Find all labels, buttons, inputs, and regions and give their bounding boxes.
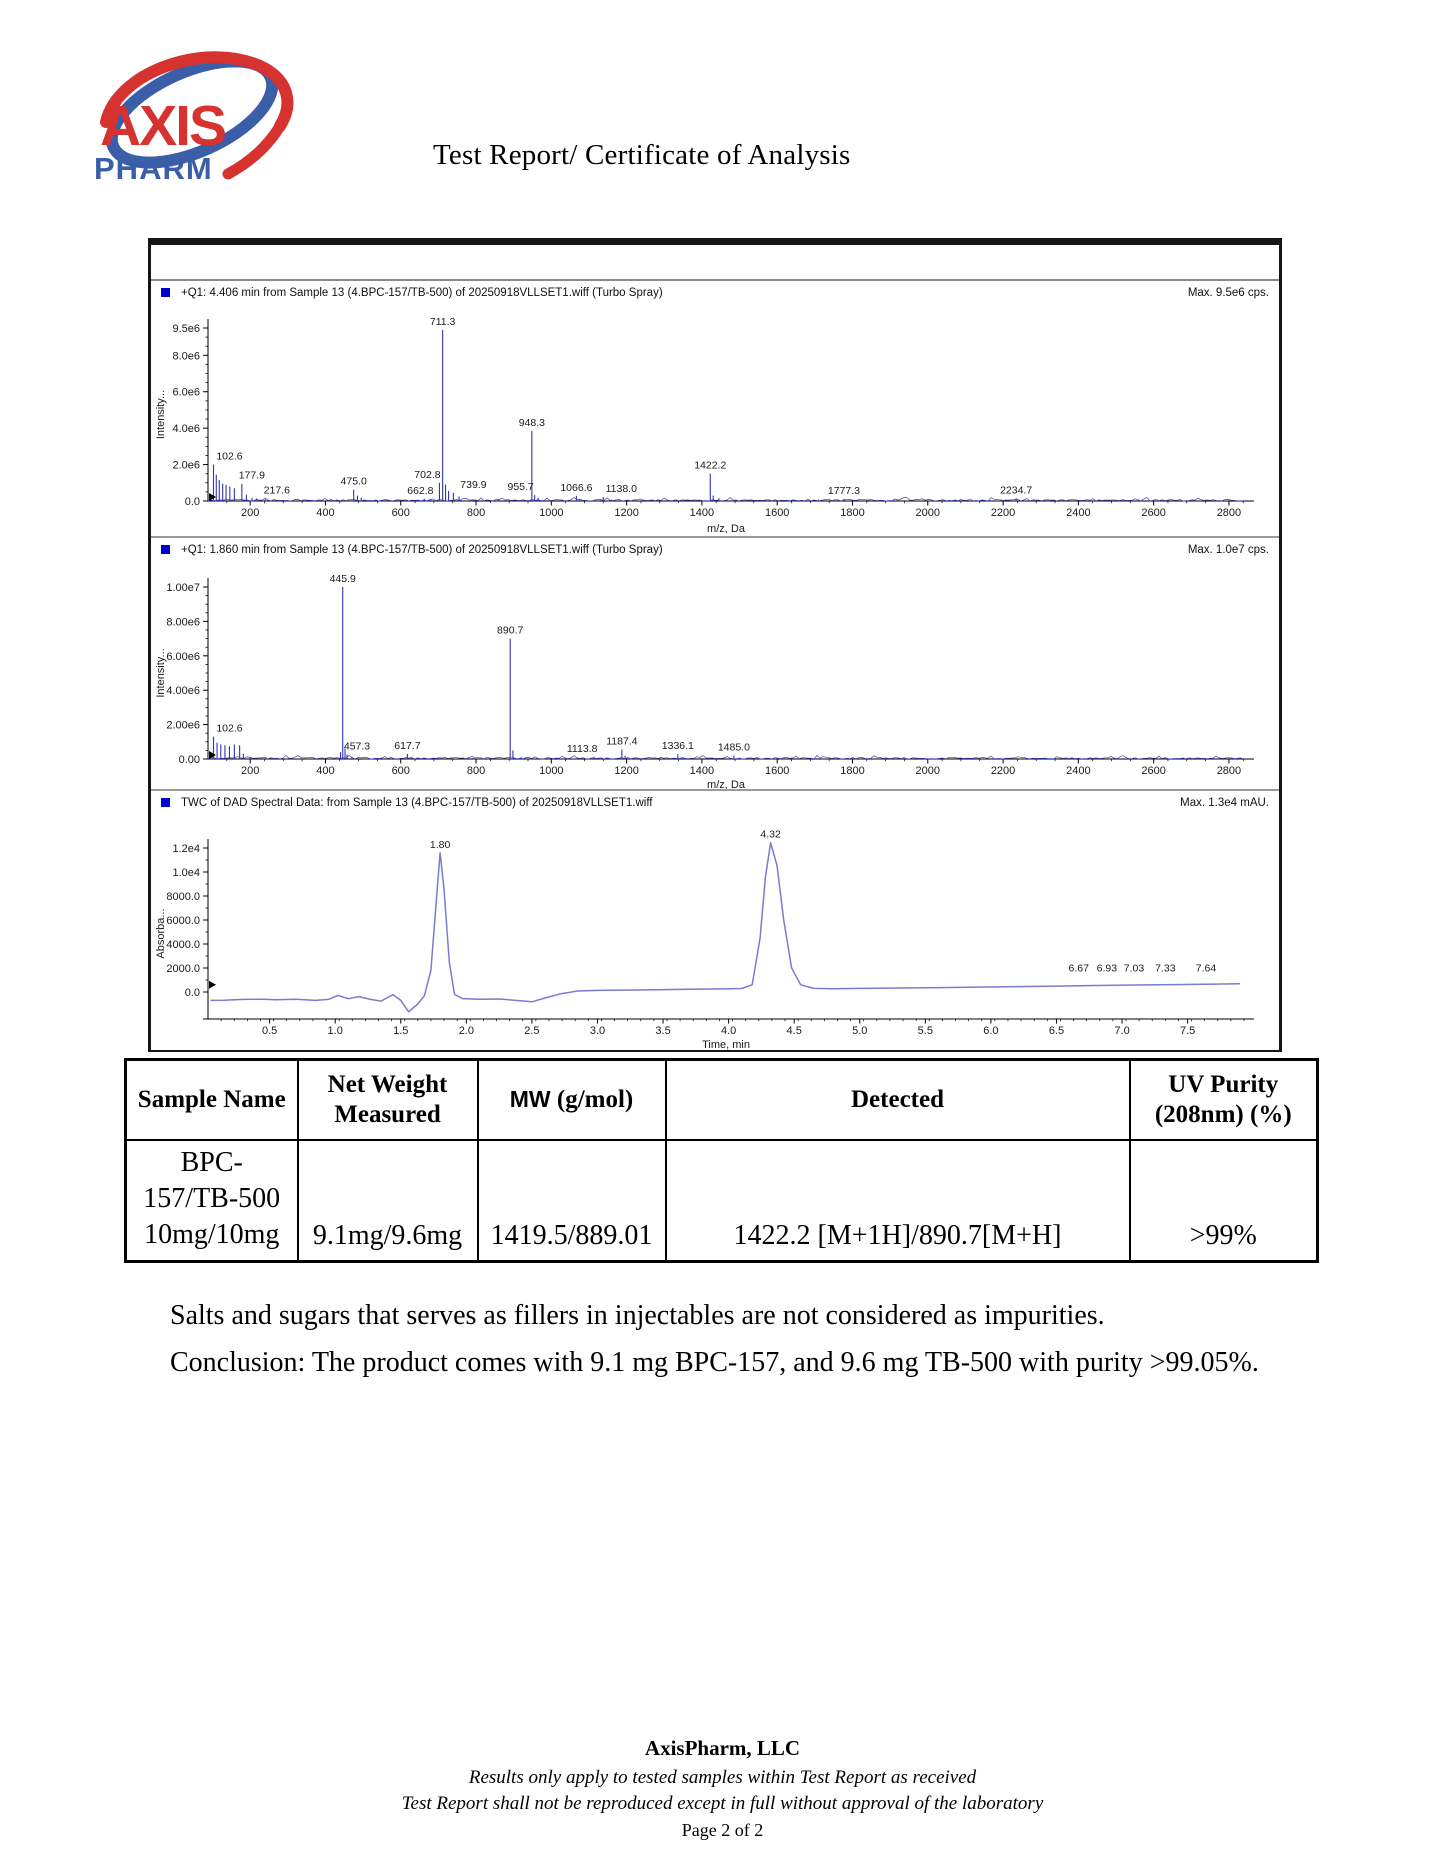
chart-panel (148, 238, 1282, 1052)
chart-1-max-label: Max. 9.5e6 cps. (1187, 287, 1269, 299)
blue-square-icon (161, 288, 170, 297)
svg-text:2000.0: 2000.0 (166, 963, 200, 975)
svg-text:m/z, Da: m/z, Da (707, 779, 745, 789)
svg-text:1.0e4: 1.0e4 (172, 867, 200, 879)
svg-text:948.3: 948.3 (518, 416, 546, 429)
svg-text:2234.7: 2234.7 (1000, 484, 1033, 497)
svg-text:1.80: 1.80 (429, 838, 451, 851)
chart-2-header (151, 538, 1279, 562)
svg-text:2800: 2800 (1216, 765, 1242, 777)
svg-text:1066.6: 1066.6 (560, 481, 593, 494)
svg-text:2000: 2000 (915, 765, 941, 777)
svg-text:0.0: 0.0 (184, 496, 200, 508)
table-header-detected: Detected (666, 1060, 1130, 1141)
uv-chromatogram (151, 789, 1279, 1050)
svg-text:1600: 1600 (764, 507, 790, 519)
mass-spectrum-2 (151, 536, 1279, 789)
svg-text:2.00e6: 2.00e6 (166, 719, 200, 732)
footer-disclaimer-1: Results only apply to tested samples within Test Report as received (468, 1767, 977, 1788)
chart-2-max-label: Max. 1.0e7 cps. (1187, 544, 1269, 556)
svg-text:2.0e6: 2.0e6 (172, 459, 200, 472)
table-cell-net-weight: 9.1mg/9.6mg (298, 1140, 478, 1262)
svg-text:7.5: 7.5 (1179, 1025, 1196, 1037)
svg-text:890.7: 890.7 (497, 624, 524, 637)
svg-text:702.8: 702.8 (414, 468, 441, 481)
svg-text:1.5: 1.5 (393, 1025, 409, 1037)
note-line-1: Salts and sugars that serves as fillers in injectables are not considered as impurities. (170, 1300, 1105, 1331)
svg-text:475.0: 475.0 (340, 475, 367, 488)
svg-text:8000.0: 8000.0 (166, 891, 200, 903)
chart-1-canvas (151, 305, 1279, 536)
sample-name-line-2: 157/TB-500 (143, 1182, 281, 1214)
svg-text:4.32: 4.32 (760, 828, 781, 841)
svg-text:1000: 1000 (539, 507, 564, 519)
svg-text:Intensity...: Intensity... (155, 389, 167, 440)
svg-text:102.6: 102.6 (216, 450, 243, 463)
svg-text:7.33: 7.33 (1155, 962, 1176, 975)
results-table (124, 1058, 1319, 1263)
blue-square-icon (161, 798, 170, 807)
svg-text:6.00e6: 6.00e6 (166, 650, 200, 663)
svg-text:Intensity...: Intensity... (155, 648, 167, 698)
svg-text:400: 400 (316, 765, 335, 777)
svg-text:1187.4: 1187.4 (606, 735, 638, 748)
chart-1-header (151, 281, 1279, 305)
svg-text:955.7: 955.7 (507, 481, 534, 494)
svg-text:600: 600 (391, 765, 410, 777)
svg-text:400: 400 (316, 507, 335, 519)
svg-text:200: 200 (240, 765, 260, 777)
svg-text:711.3: 711.3 (429, 315, 456, 328)
logo-axis-text: AXIS (100, 94, 226, 158)
svg-text:m/z, Da: m/z, Da (707, 523, 745, 535)
svg-text:1777.3: 1777.3 (827, 484, 861, 497)
svg-text:Time, min: Time, min (702, 1039, 750, 1050)
svg-text:177.9: 177.9 (238, 469, 265, 482)
table-row (126, 1140, 1318, 1262)
svg-text:600: 600 (391, 507, 410, 519)
svg-text:457.3: 457.3 (343, 740, 371, 753)
axispharm-logo-graphic (92, 48, 296, 188)
svg-text:Absorba...: Absorba... (155, 908, 167, 959)
svg-text:1200: 1200 (614, 507, 639, 519)
svg-text:6.0: 6.0 (983, 1025, 999, 1037)
svg-text:9.5e6: 9.5e6 (172, 323, 200, 335)
table-header-uv-purity: UV Purity (208nm) (%) (1130, 1060, 1318, 1141)
chart-3-canvas (151, 815, 1279, 1050)
svg-text:0.00: 0.00 (178, 754, 200, 766)
svg-text:1.0: 1.0 (327, 1025, 343, 1037)
svg-text:4.0: 4.0 (720, 1025, 737, 1037)
svg-text:200: 200 (240, 507, 260, 519)
note-line-2: Conclusion: The product comes with 9.1 mg BPC-157, and 9.6 mg TB-500 with purity >99.05%. (170, 1347, 1259, 1378)
svg-text:1.2e4: 1.2e4 (172, 843, 200, 855)
svg-text:7.64: 7.64 (1195, 962, 1217, 975)
svg-text:7.03: 7.03 (1123, 962, 1145, 975)
footer-company: AxisPharm, LLC (644, 1736, 801, 1760)
svg-text:5.5: 5.5 (917, 1025, 933, 1037)
chart-3-title: TWC of DAD Spectral Data: from Sample 13 (4.BPC-157/TB-500) of 20250918VLLSET1.wiff (181, 797, 653, 809)
svg-text:4.00e6: 4.00e6 (166, 685, 200, 698)
table-cell-mw: 1419.5/889.01 (478, 1140, 666, 1262)
page-title: Test Report/ Certificate of Analysis (433, 139, 851, 171)
svg-text:2.5: 2.5 (524, 1025, 540, 1037)
svg-text:739.9: 739.9 (460, 478, 487, 491)
footer-disclaimer-2: Test Report shall not be reproduced except in full without approval of the laboratory (401, 1793, 1044, 1814)
svg-text:6.0e6: 6.0e6 (172, 386, 200, 399)
svg-text:445.9: 445.9 (329, 573, 356, 585)
chart-2-canvas (151, 562, 1279, 789)
chart-3-max-label: Max. 1.3e4 mAU. (1180, 797, 1269, 809)
svg-text:1800: 1800 (840, 765, 865, 777)
svg-text:662.8: 662.8 (407, 484, 434, 497)
svg-text:6.5: 6.5 (1048, 1025, 1065, 1037)
svg-text:2200: 2200 (990, 765, 1016, 777)
svg-text:1422.2: 1422.2 (694, 459, 727, 472)
svg-text:2200: 2200 (990, 507, 1016, 519)
table-header-row (126, 1060, 1318, 1141)
svg-text:2600: 2600 (1141, 507, 1166, 519)
svg-text:4000.0: 4000.0 (166, 939, 200, 951)
svg-text:4.0e6: 4.0e6 (172, 423, 200, 436)
logo-pharm-text: PHARM (94, 151, 213, 186)
svg-text:1138.0: 1138.0 (605, 482, 637, 495)
svg-text:1200: 1200 (614, 765, 639, 777)
svg-text:2000: 2000 (915, 507, 941, 519)
notes-block (170, 1292, 1259, 1386)
chart-2-title: +Q1: 1.860 min from Sample 13 (4.BPC-157/TB-500) of 20250918VLLSET1.wiff (Turbo Spray) (181, 544, 663, 556)
svg-text:217.6: 217.6 (263, 484, 290, 497)
svg-text:8.00e6: 8.00e6 (166, 616, 200, 629)
blue-square-icon (161, 545, 170, 554)
mw-units: (g/mol) (556, 1086, 634, 1113)
svg-text:2600: 2600 (1141, 765, 1166, 777)
page-footer (0, 1736, 1445, 1841)
svg-text:6000.0: 6000.0 (166, 915, 200, 927)
svg-text:1336.1: 1336.1 (661, 740, 694, 753)
mw-label: MW (509, 1086, 551, 1112)
chart-3-header (151, 791, 1279, 815)
svg-text:1400: 1400 (689, 765, 715, 777)
svg-text:800: 800 (466, 507, 486, 519)
footer-page-number: Page 2 of 2 (681, 1820, 764, 1840)
table-header-mw (478, 1060, 666, 1141)
svg-text:0.0: 0.0 (184, 987, 200, 999)
mass-spectrum-1 (151, 281, 1279, 536)
svg-text:1400: 1400 (689, 507, 715, 519)
svg-text:7.0: 7.0 (1114, 1025, 1130, 1037)
svg-text:1485.0: 1485.0 (717, 741, 750, 754)
table-header-net-weight: Net Weight Measured (298, 1060, 478, 1141)
svg-text:1.00e7: 1.00e7 (166, 582, 200, 594)
axispharm-logo (92, 48, 296, 193)
sample-name-line-1: BPC- (180, 1147, 243, 1178)
svg-text:5.0: 5.0 (852, 1025, 868, 1037)
svg-text:1113.8: 1113.8 (566, 742, 598, 755)
table-cell-detected: 1422.2 [M+1H]/890.7[M+H] (666, 1140, 1130, 1262)
panel-top-strip (151, 245, 1279, 281)
svg-text:1600: 1600 (764, 765, 790, 777)
table-cell-sample-name (126, 1140, 298, 1262)
table-cell-uv-purity: >99% (1130, 1140, 1318, 1262)
svg-text:1000: 1000 (539, 765, 564, 777)
chart-1-title: +Q1: 4.406 min from Sample 13 (4.BPC-157/TB-500) of 20250918VLLSET1.wiff (Turbo Spray) (181, 287, 663, 299)
svg-text:4.5: 4.5 (786, 1025, 802, 1037)
svg-text:617.7: 617.7 (394, 739, 421, 752)
sample-name-line-3: 10mg/10mg (144, 1218, 280, 1250)
svg-text:2.0: 2.0 (458, 1025, 474, 1037)
svg-text:3.5: 3.5 (655, 1025, 671, 1037)
svg-text:1800: 1800 (840, 507, 865, 519)
svg-text:0.5: 0.5 (261, 1025, 278, 1037)
svg-text:102.6: 102.6 (216, 722, 243, 735)
svg-text:6.93: 6.93 (1096, 962, 1118, 975)
svg-text:8.0e6: 8.0e6 (172, 350, 200, 363)
svg-text:2400: 2400 (1066, 765, 1091, 777)
svg-text:3.0: 3.0 (589, 1025, 606, 1037)
svg-text:2800: 2800 (1216, 507, 1242, 519)
svg-text:6.67: 6.67 (1068, 962, 1089, 975)
svg-text:800: 800 (466, 765, 486, 777)
svg-text:2400: 2400 (1066, 507, 1091, 519)
table-header-sample-name: Sample Name (126, 1060, 298, 1141)
